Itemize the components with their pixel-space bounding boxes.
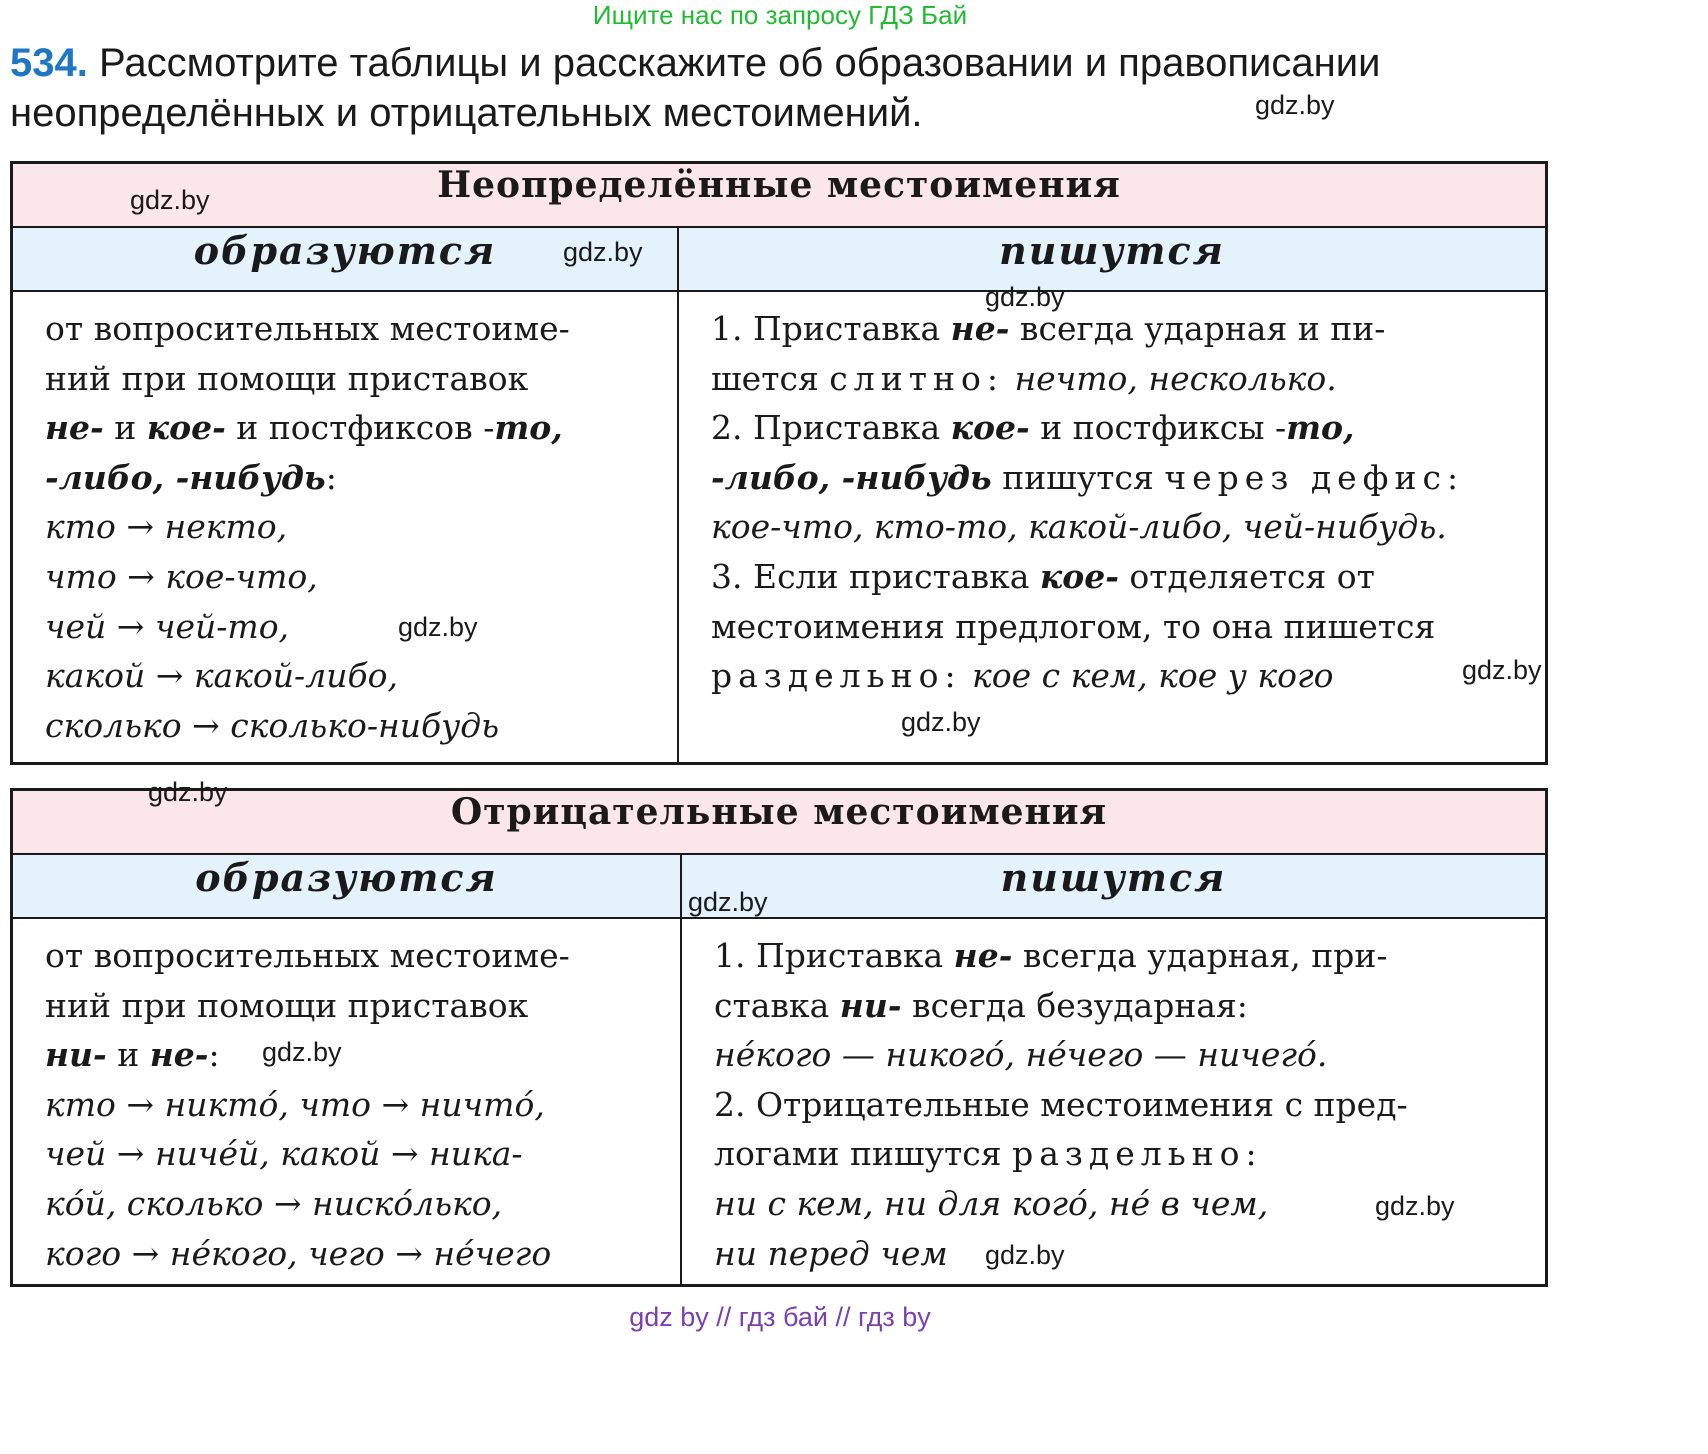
text-line: местоимения предлогом, то она пишется (711, 606, 1436, 646)
text-line: раздельно: кое с кем, кое у кого (711, 656, 1334, 696)
text-line: ставка ни- всегда безударная: (714, 985, 1248, 1025)
watermark: gdz.by (1462, 655, 1542, 685)
watermark: gdz.by (985, 282, 1065, 312)
column-header-written: пишутся (678, 227, 1547, 291)
text-line: от вопросительных местоиме- (45, 309, 570, 348)
watermark: gdz.by (563, 237, 643, 267)
site-banner: Ищите нас по запросу ГДЗ Бай (592, 0, 968, 30)
text-line: 1. Приставка не- всегда ударная, при- (714, 936, 1388, 975)
text-line: 1. Приставка не- всегда ударная и пи- (711, 309, 1386, 348)
column-header-written: пишутся (681, 854, 1547, 918)
text-line: ни- и не-: (45, 1035, 220, 1075)
example-line: ко́й, сколько → ниско́лько, (45, 1183, 503, 1223)
example-line: кого → не́кого, чего → не́чего (45, 1233, 552, 1273)
table-title: Неопределённые местоимения (12, 163, 1547, 228)
text-line: 2. Отрицательные местоимения с пред- (714, 1084, 1408, 1124)
text-line: логами пишутся раздельно: (714, 1134, 1263, 1174)
text-line: не- и кое- и постфиксов -то, (45, 408, 563, 448)
formation-cell (12, 918, 682, 1286)
example-line: чей → чей-то, (45, 606, 290, 646)
formation-cell (12, 291, 679, 764)
example-line: кто → некто, (45, 507, 288, 547)
text-line: -либо, -нибудь: (45, 457, 337, 497)
watermark: gdz.by (262, 1037, 342, 1067)
text-line: 2. Приставка кое- и постфиксы -то, (711, 408, 1355, 448)
text-line: ний при помощи приставок (45, 358, 529, 398)
spelling-cell (678, 291, 1547, 764)
text-line: ний при помощи приставок (45, 985, 529, 1025)
task-statement (10, 38, 1555, 138)
indefinite-pronouns-table (10, 161, 1548, 765)
watermark: gdz.by (148, 777, 228, 807)
column-header-formed: образуются (12, 227, 679, 291)
example-line: кое-что, кто-то, какой-либо, чей-нибудь. (711, 507, 1447, 547)
example-line: ни с кем, ни для кого́, не́ в чем, (714, 1183, 1269, 1223)
example-line: кто → никто́, что → ничто́, (45, 1084, 545, 1124)
text-line: шется слитно: нечто, несколько. (711, 358, 1337, 398)
example-line: сколько → сколько-нибудь (45, 705, 500, 745)
example-line: чей → ниче́й, какой → ника- (45, 1134, 523, 1174)
column-header-formed: образуются (12, 854, 682, 918)
example-line: что → кое-что, (45, 556, 318, 596)
footer-links: gdz by // гдз бай // гдз by (629, 1302, 931, 1332)
watermark: gdz.by (985, 1240, 1065, 1270)
watermark: gdz.by (130, 185, 210, 215)
text-line: 3. Если приставка кое- отделяется от (711, 556, 1375, 596)
text-line: -либо, -нибудь пишутся через дефис: (711, 457, 1465, 497)
text-line: от вопросительных местоиме- (45, 936, 570, 975)
task-text: Рассмотрите таблицы и расскажите об образовании и правописании неопределённых и отрицательных местоимений. (10, 41, 1381, 135)
watermark: gdz.by (1255, 90, 1335, 120)
table-title: Отрицательные местоимения (12, 790, 1547, 855)
task-number: 534. (10, 41, 88, 85)
example-line: какой → какой-либо, (45, 656, 398, 696)
watermark: gdz.by (688, 887, 768, 917)
example-line: ни перед чем (714, 1233, 948, 1273)
spelling-cell (681, 918, 1547, 1286)
negative-pronouns-table (10, 788, 1548, 1287)
watermark: gdz.by (1375, 1191, 1455, 1221)
example-line: не́кого — никого́, не́чего — ничего́. (714, 1035, 1328, 1075)
watermark: gdz.by (398, 612, 478, 642)
watermark: gdz.by (901, 707, 981, 737)
